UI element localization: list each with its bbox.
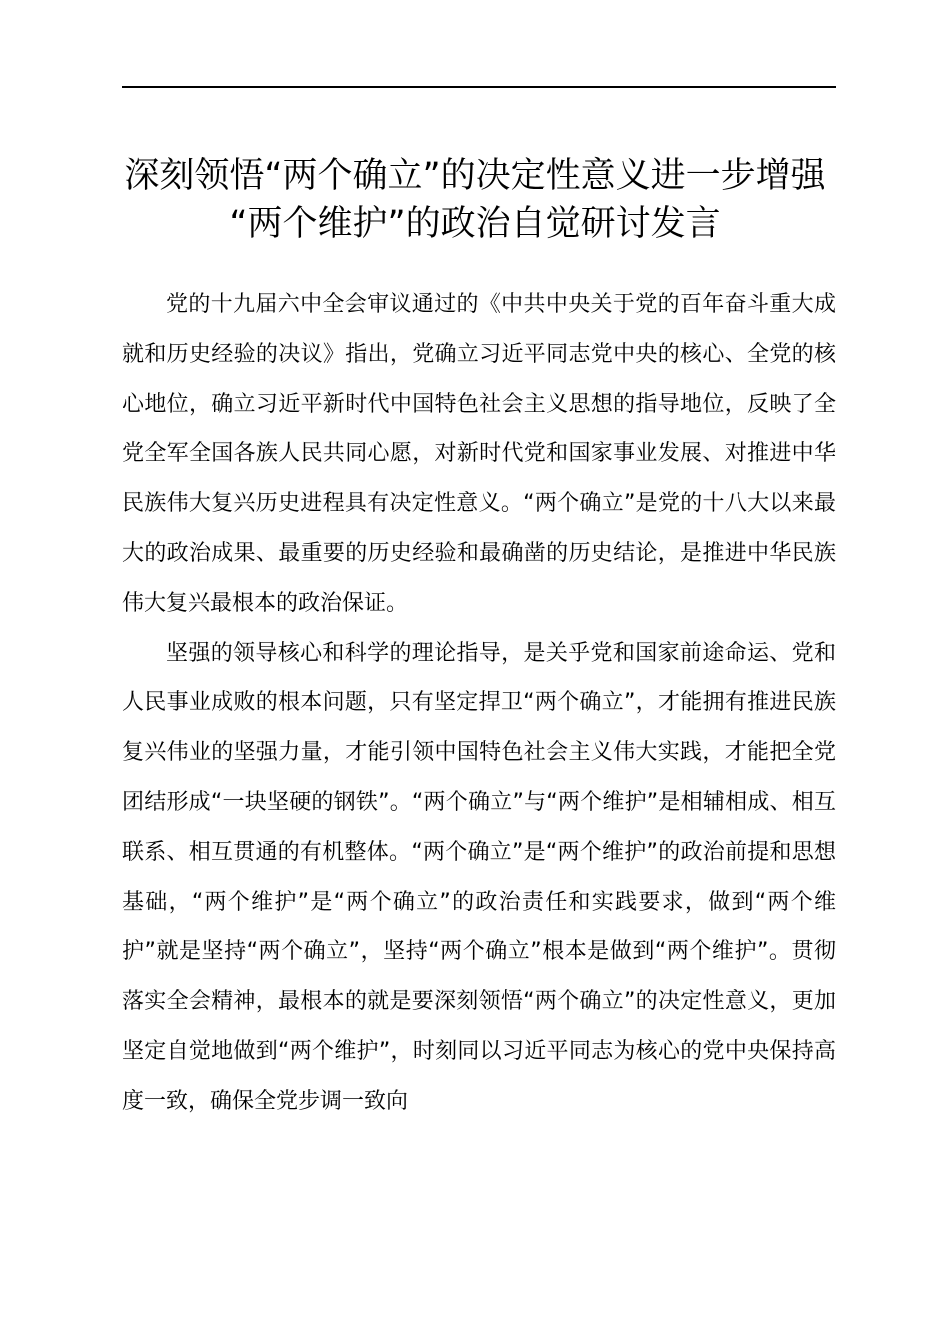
title-line-2: “两个维护”的政治自觉研讨发言: [229, 204, 721, 244]
paragraph-2: 坚强的领导核心和科学的理论指导，是关乎党和国家前途命运、党和人民事业成败的根本问题，只有坚定捍卫“两个确立”，才能拥有推进民族复兴伟业的坚强力量，才能引领中国特色社会主义伟大实践，才能把全党团结形成“一块坚硬的钢铁”。“两个确立”与“两个维护”是相辅相成、相互联系、相互贯通的有机整体。“两个确立”是“两个维护”的政治前提和思想基础，“两个维护”是“两个确立”的政治责任和实践要求，做到“两个维护”就是坚持“两个确立”，坚持“两个确立”根本是做到“两个维护”。贯彻落实全会精神，最根本的就是要深刻领悟“两个确立”的决定性意义，更加坚定自觉地做到“两个维护”，时刻同以习近平同志为核心的党中央保持高度一致，确保全党步调一致向: [122, 640, 836, 1114]
title-line-1: 深刻领悟“两个确立”的决定性意义进一步增强: [124, 156, 826, 196]
paragraph-1: 党的十九届六中全会审议通过的《中共中央关于党的百年奋斗重大成就和历史经验的决议》指出，党确立习近平同志党中央的核心、全党的核心地位，确立习近平新时代中国特色社会主义思想的指导地位，反映了全党全军全国各族人民共同心愿，对新时代党和国家事业发展、对推进中华民族伟大复兴历史进程具有决定性意义。“两个确立”是党的十八大以来最大的政治成果、最重要的历史经验和最确凿的历史结论，是推进中华民族伟大复兴最根本的政治保证。: [122, 292, 836, 616]
header-rule: [122, 86, 836, 88]
document-body: [122, 280, 836, 1127]
document-title: [110, 152, 840, 248]
